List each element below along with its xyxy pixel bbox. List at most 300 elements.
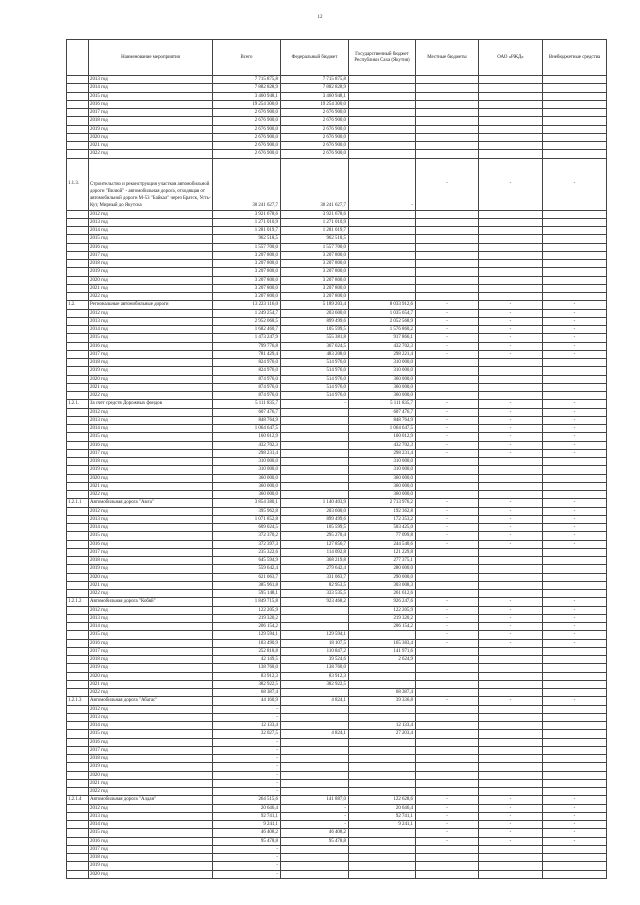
cell-extrabudgetary [543, 680, 607, 688]
cell-name: 2016 год [89, 100, 213, 108]
cell-local [416, 367, 479, 375]
cell-rzd: - [479, 499, 543, 507]
cell-rzd [479, 251, 543, 259]
cell-extrabudgetary [543, 76, 607, 84]
cell-local [416, 474, 479, 482]
cell-republic: 360 000,0 [349, 392, 416, 400]
cell-name: 2017 год [89, 251, 213, 259]
cell-federal: 110 847,2 [281, 647, 349, 655]
cell-rzd: - [479, 433, 543, 441]
cell-republic: 9 241,1 [349, 821, 416, 829]
cell-federal: 2 676 900,0 [281, 142, 349, 150]
cell-name: 2015 год [89, 235, 213, 243]
cell-federal [281, 614, 349, 622]
cell-rzd [479, 730, 543, 738]
cell-federal: 555 381,8 [281, 334, 349, 342]
cell-republic [349, 92, 416, 100]
cell-rzd [479, 763, 543, 771]
cell-republic [349, 125, 416, 133]
cell-federal [281, 870, 349, 878]
cell-number [67, 821, 89, 829]
cell-name: 2016 год [89, 342, 213, 350]
cell-total: 382 922,5 [213, 680, 281, 688]
page-number: 12 [317, 15, 323, 20]
cell-local [416, 482, 479, 490]
cell-number [67, 812, 89, 820]
cell-name: 2014 год [89, 524, 213, 532]
cell-republic [349, 218, 416, 226]
cell-republic: 160 012,9 [349, 433, 416, 441]
cell-rzd [479, 125, 543, 133]
cell-local [416, 458, 479, 466]
cell-rzd [479, 227, 543, 235]
cell-extrabudgetary: - [543, 821, 607, 829]
cell-total: 874 976,0 [213, 392, 281, 400]
cell-republic [349, 664, 416, 672]
cell-rzd [479, 466, 543, 474]
cell-local [416, 218, 479, 226]
cell-name: 2019 год [89, 367, 213, 375]
cell-rzd: - [479, 158, 543, 210]
cell-name: 2013 год [89, 515, 213, 523]
cell-republic: 360 000,0 [349, 482, 416, 490]
cell-extrabudgetary [543, 738, 607, 746]
cell-federal: 279 642,4 [281, 565, 349, 573]
cell-rzd [479, 647, 543, 655]
cell-republic: 432 702,3 [349, 342, 416, 350]
cell-name: 2019 год [89, 565, 213, 573]
table-row [67, 243, 607, 251]
cell-total: 799 776,8 [213, 342, 281, 350]
cell-total: 645 594,9 [213, 557, 281, 565]
cell-total: 206 154,2 [213, 623, 281, 631]
cell-local: - [416, 606, 479, 614]
cell-republic: 1 576 860,2 [349, 326, 416, 334]
cell-number [67, 260, 89, 268]
cell-name: 2021 год [89, 142, 213, 150]
cell-local: - [416, 598, 479, 606]
cell-federal: 3 921 678,6 [281, 210, 349, 218]
cell-republic [349, 705, 416, 713]
cell-total: 372 370,2 [213, 532, 281, 540]
cell-federal: 514 976,0 [281, 375, 349, 383]
cell-rzd [479, 76, 543, 84]
cell-republic: 432 702,3 [349, 441, 416, 449]
cell-local [416, 755, 479, 763]
cell-republic: 360 000,0 [349, 383, 416, 391]
cell-federal: 127 856,7 [281, 540, 349, 548]
cell-rzd [479, 870, 543, 878]
cell-local [416, 862, 479, 870]
cell-number [67, 416, 89, 424]
header-number [67, 40, 89, 76]
cell-republic: 192 362,8 [349, 507, 416, 515]
cell-extrabudgetary [543, 133, 607, 141]
table-row [67, 845, 607, 853]
cell-republic [349, 862, 416, 870]
cell-extrabudgetary: - [543, 334, 607, 342]
cell-name: Автомобильная дорога "Абагас" [89, 697, 213, 705]
table-row [67, 689, 607, 697]
cell-name: 2015 год [89, 730, 213, 738]
cell-rzd: - [479, 631, 543, 639]
cell-rzd [479, 243, 543, 251]
cell-number [67, 449, 89, 457]
cell-number [67, 92, 89, 100]
cell-republic: 926 247,6 [349, 598, 416, 606]
cell-local: - [416, 639, 479, 647]
cell-federal: 7 715 875,8 [281, 76, 349, 84]
cell-extrabudgetary [543, 845, 607, 853]
cell-total: 3 921 678,6 [213, 210, 281, 218]
cell-local [416, 210, 479, 218]
cell-rzd [479, 142, 543, 150]
cell-local [416, 150, 479, 158]
table-row-section [67, 158, 607, 210]
table-row [67, 614, 607, 622]
cell-local: - [416, 400, 479, 408]
cell-local: - [416, 433, 479, 441]
cell-republic [349, 227, 416, 235]
cell-local [416, 689, 479, 697]
cell-local [416, 251, 479, 259]
cell-number [67, 647, 89, 655]
cell-number [67, 680, 89, 688]
cell-rzd [479, 100, 543, 108]
cell-extrabudgetary [543, 573, 607, 581]
cell-rzd [479, 565, 543, 573]
cell-republic: 848 764,9 [349, 416, 416, 424]
cell-republic [349, 829, 416, 837]
cell-number [67, 532, 89, 540]
cell-federal: 899 499,6 [281, 317, 349, 325]
cell-number [67, 309, 89, 317]
cell-rzd [479, 375, 543, 383]
table-row [67, 449, 607, 457]
cell-total: - [213, 788, 281, 796]
cell-local [416, 284, 479, 292]
cell-local: - [416, 301, 479, 309]
cell-federal [281, 458, 349, 466]
cell-extrabudgetary: - [543, 540, 607, 548]
cell-republic: 122 205,9 [349, 606, 416, 614]
table-row [67, 109, 607, 117]
cell-republic: 503 425,0 [349, 524, 416, 532]
cell-republic: 298 221,4 [349, 350, 416, 358]
cell-number [67, 548, 89, 556]
table-row [67, 392, 607, 400]
cell-name: Строительство и реконструкция участков автомобильной дороги "Вилюй" - автомобильная дорога, отходящая от автомобильной дороги М-53 "Байкал" через Братск, Усть-Кут, Мирный до Якутска [89, 158, 213, 210]
cell-name: 2015 год [89, 334, 213, 342]
table-row [67, 639, 607, 647]
cell-total: 621 063,7 [213, 573, 281, 581]
cell-number: 1.2.1.1 [67, 499, 89, 507]
cell-republic: 39 336,8 [349, 697, 416, 705]
cell-extrabudgetary [543, 375, 607, 383]
cell-republic [349, 837, 416, 845]
cell-name: 2015 год [89, 532, 213, 540]
table-row [67, 227, 607, 235]
cell-federal: 514 976,0 [281, 359, 349, 367]
cell-number [67, 862, 89, 870]
cell-rzd: - [479, 515, 543, 523]
table-row [67, 383, 607, 391]
cell-federal [281, 862, 349, 870]
cell-name: 2013 год [89, 76, 213, 84]
cell-federal: 3 207 800,0 [281, 293, 349, 301]
cell-republic: 165 383,4 [349, 639, 416, 647]
cell-extrabudgetary [543, 565, 607, 573]
cell-extrabudgetary: - [543, 433, 607, 441]
cell-federal [281, 713, 349, 721]
cell-extrabudgetary: - [543, 441, 607, 449]
cell-total: 298 231,4 [213, 449, 281, 457]
cell-republic [349, 779, 416, 787]
cell-extrabudgetary: - [543, 623, 607, 631]
cell-total: 3 207 800,0 [213, 276, 281, 284]
cell-local [416, 243, 479, 251]
cell-federal [281, 779, 349, 787]
cell-local: - [416, 829, 479, 837]
cell-rzd: - [479, 821, 543, 829]
cell-federal: 30 241 627,7 [281, 158, 349, 210]
table-row [67, 125, 607, 133]
cell-republic: 172 353,2 [349, 515, 416, 523]
cell-federal: 203 600,0 [281, 309, 349, 317]
cell-number [67, 515, 89, 523]
cell-extrabudgetary [543, 722, 607, 730]
cell-republic: 280 000,0 [349, 565, 416, 573]
table-row [67, 557, 607, 565]
table-row [67, 441, 607, 449]
cell-extrabudgetary: - [543, 598, 607, 606]
cell-local [416, 548, 479, 556]
header-measure-name: Наименование мероприятия [89, 40, 213, 76]
cell-extrabudgetary [543, 491, 607, 499]
cell-local [416, 117, 479, 125]
cell-total: 310 000,0 [213, 458, 281, 466]
cell-rzd: - [479, 326, 543, 334]
cell-federal: 1 557 700,0 [281, 243, 349, 251]
table-row [67, 631, 607, 639]
cell-extrabudgetary: - [543, 326, 607, 334]
cell-rzd [479, 755, 543, 763]
cell-extrabudgetary [543, 150, 607, 158]
cell-extrabudgetary: - [543, 515, 607, 523]
cell-name: 2022 год [89, 293, 213, 301]
cell-name: 2014 год [89, 84, 213, 92]
cell-local: - [416, 408, 479, 416]
cell-federal: 367 024,5 [281, 342, 349, 350]
cell-number [67, 623, 89, 631]
cell-total: 372 397,3 [213, 540, 281, 548]
cell-extrabudgetary: - [543, 829, 607, 837]
cell-total: 19 254 300,0 [213, 100, 281, 108]
cell-extrabudgetary [543, 142, 607, 150]
cell-republic [349, 713, 416, 721]
cell-extrabudgetary: - [543, 812, 607, 820]
table-row [67, 540, 607, 548]
cell-local [416, 656, 479, 664]
cell-federal [281, 763, 349, 771]
cell-federal: 46 408,2 [281, 829, 349, 837]
cell-name: 2018 год [89, 656, 213, 664]
cell-republic [349, 150, 416, 158]
table-row [67, 573, 607, 581]
cell-name: 2012 год [89, 309, 213, 317]
cell-name: 2019 год [89, 268, 213, 276]
cell-rzd [479, 268, 543, 276]
cell-federal: 295 270,4 [281, 532, 349, 540]
cell-name: 2018 год [89, 458, 213, 466]
cell-total: - [213, 705, 281, 713]
cell-extrabudgetary [543, 590, 607, 598]
cell-local [416, 763, 479, 771]
cell-rzd [479, 359, 543, 367]
cell-local: - [416, 499, 479, 507]
table-row-section [67, 400, 607, 408]
cell-extrabudgetary [543, 117, 607, 125]
cell-republic: 206 154,2 [349, 623, 416, 631]
cell-rzd: - [479, 623, 543, 631]
header-federal-budget: Федеральный бюджет [281, 40, 349, 76]
cell-name: 2017 год [89, 845, 213, 853]
cell-federal: 129 594,1 [281, 631, 349, 639]
cell-name: 2022 год [89, 590, 213, 598]
cell-federal: 899 499,6 [281, 515, 349, 523]
cell-number [67, 133, 89, 141]
cell-federal: 2 676 900,0 [281, 117, 349, 125]
cell-number [67, 433, 89, 441]
cell-local [416, 125, 479, 133]
cell-federal: 3 207 800,0 [281, 260, 349, 268]
cell-federal [281, 845, 349, 853]
cell-local: - [416, 821, 479, 829]
cell-name: 2021 год [89, 383, 213, 391]
cell-extrabudgetary [543, 235, 607, 243]
table-row [67, 532, 607, 540]
cell-name: 2019 год [89, 664, 213, 672]
cell-number [67, 804, 89, 812]
cell-total: 12 133,4 [213, 722, 281, 730]
cell-number [67, 276, 89, 284]
cell-name: 2022 год [89, 689, 213, 697]
table-row [67, 565, 607, 573]
cell-name: 2020 год [89, 573, 213, 581]
table-row [67, 150, 607, 158]
cell-name: 2018 год [89, 260, 213, 268]
cell-republic: 2 713 976,2 [349, 499, 416, 507]
table-row [67, 268, 607, 276]
cell-extrabudgetary [543, 763, 607, 771]
cell-extrabudgetary [543, 268, 607, 276]
cell-number [67, 284, 89, 292]
cell-federal: - [281, 821, 349, 829]
cell-number [67, 639, 89, 647]
cell-name: За счет средств Дорожных фондов [89, 400, 213, 408]
cell-federal: 368 219,8 [281, 557, 349, 565]
table-row [67, 235, 607, 243]
cell-number [67, 491, 89, 499]
cell-total: 395 962,8 [213, 507, 281, 515]
cell-name: 2016 год [89, 540, 213, 548]
cell-federal: 3 207 800,0 [281, 284, 349, 292]
cell-republic [349, 763, 416, 771]
cell-rzd: - [479, 425, 543, 433]
cell-federal: 331 063,7 [281, 573, 349, 581]
table-row [67, 771, 607, 779]
cell-total: - [213, 738, 281, 746]
cell-total: 5 111 835,7 [213, 400, 281, 408]
cell-total: 44 160,9 [213, 697, 281, 705]
cell-total: 7 715 875,8 [213, 76, 281, 84]
cell-total: 42 149,5 [213, 656, 281, 664]
table-row [67, 416, 607, 424]
cell-extrabudgetary: - [543, 796, 607, 804]
table-row [67, 326, 607, 334]
cell-name: 2017 год [89, 109, 213, 117]
cell-name: 2015 год [89, 433, 213, 441]
cell-extrabudgetary: - [543, 408, 607, 416]
cell-total: 2 676 900,0 [213, 133, 281, 141]
cell-number: 1.2.1.4 [67, 796, 89, 804]
table-row [67, 548, 607, 556]
cell-name: 2015 год [89, 829, 213, 837]
cell-total: 2 676 900,0 [213, 150, 281, 158]
header-rzd: ОАО «РЖД» [479, 40, 543, 76]
cell-name: 2017 год [89, 746, 213, 754]
cell-rzd [479, 788, 543, 796]
cell-republic: 68 387,4 [349, 689, 416, 697]
cell-federal [281, 689, 349, 697]
cell-rzd [479, 664, 543, 672]
cell-extrabudgetary [543, 100, 607, 108]
table-row [67, 746, 607, 754]
cell-local [416, 276, 479, 284]
cell-extrabudgetary [543, 383, 607, 391]
cell-extrabudgetary [543, 730, 607, 738]
cell-republic [349, 243, 416, 251]
cell-federal [281, 705, 349, 713]
cell-rzd [479, 581, 543, 589]
cell-name: 2021 год [89, 779, 213, 787]
cell-rzd: - [479, 441, 543, 449]
table-row [67, 515, 607, 523]
table-row [67, 375, 607, 383]
cell-number [67, 317, 89, 325]
cell-federal: 95 478,8 [281, 837, 349, 845]
cell-number [67, 227, 89, 235]
cell-republic: 310 000,0 [349, 367, 416, 375]
cell-rzd [479, 474, 543, 482]
table-row [67, 142, 607, 150]
cell-local: - [416, 507, 479, 515]
cell-extrabudgetary: - [543, 301, 607, 309]
cell-local [416, 84, 479, 92]
cell-name: Автомобильная дорога "Алдан" [89, 796, 213, 804]
table-row [67, 524, 607, 532]
cell-number [67, 293, 89, 301]
table-row [67, 367, 607, 375]
cell-extrabudgetary [543, 870, 607, 878]
cell-total: 432 702,3 [213, 441, 281, 449]
cell-total: 781 429,4 [213, 350, 281, 358]
cell-extrabudgetary: - [543, 606, 607, 614]
table-row-section [67, 301, 607, 309]
cell-republic [349, 260, 416, 268]
cell-number [67, 76, 89, 84]
cell-local [416, 845, 479, 853]
